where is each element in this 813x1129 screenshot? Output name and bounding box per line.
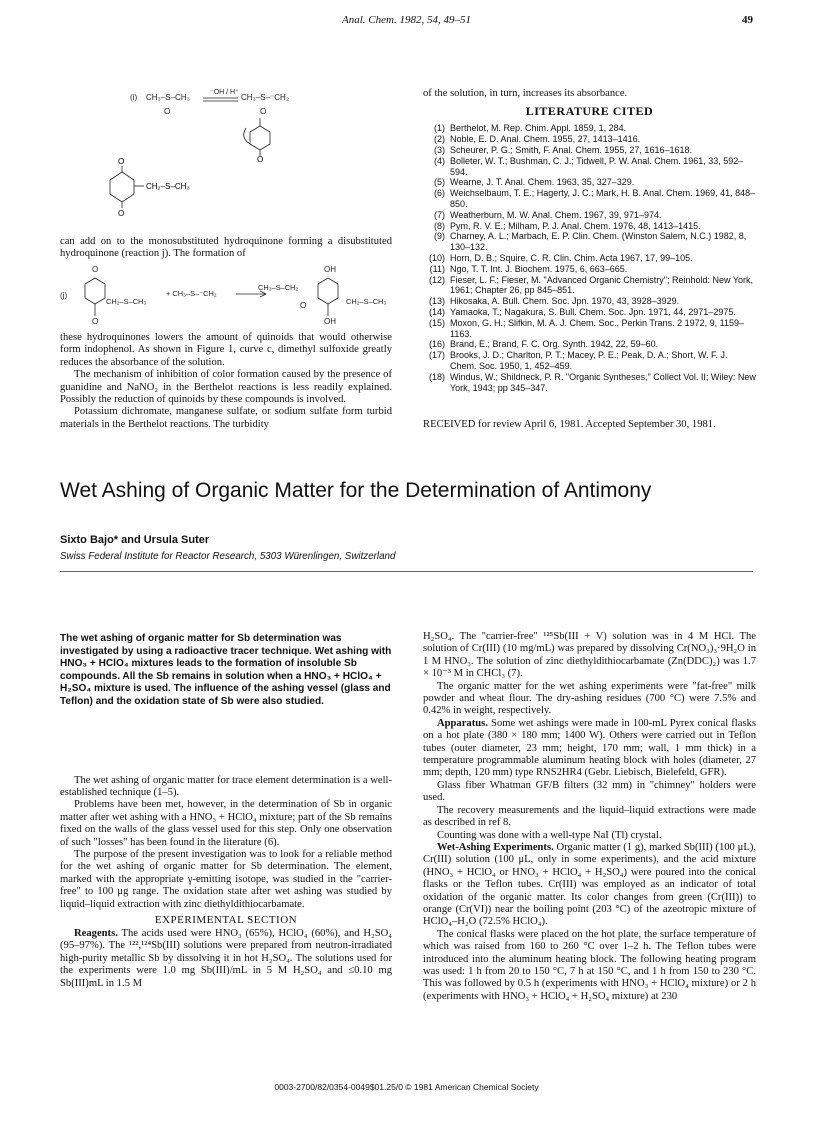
reference-text: Wearne, J. T. Anal. Chem. 1963, 35, 327–329. [450,177,635,188]
left-column-top-1 [60,236,392,261]
scheme-j-left-sub: CH₂–S–CH₃ [106,297,147,306]
reference-number: (13) [428,296,445,307]
reference-item [423,123,756,134]
reference-number: (12) [428,274,445,285]
reference-text: Weatherburn, M. W. Anal. Chem. 1967, 39, 971–974. [450,209,662,220]
reference-text: Ngo, T. T. Int. J. Biochem. 1975, 6, 663–665. [450,263,628,274]
article-title: Wet Ashing of Organic Matter for the Determination of Antimony [60,479,652,502]
paragraph: H₂SO₄. The "carrier-free" ¹²⁵Sb(III + V) solution was in 4 M HCl. The solution of Cr(III) (10 mg/mL) was prepared by dissolving Cr(NO₃)₃·9H₂O in 1 M HNO₃. The solution of zinc diethyldithiocarbamate (Zn(DDC)₂) was 1.7 × 10⁻³ M in CHCl₃ (7). [423,631,756,680]
paragraph: Potassium dichromate, manganese sulfate, or sodium sulfate form turbid materials in the Berthelot reactions. The turbidity [60,406,392,430]
reference-number: (3) [434,145,445,155]
reference-number: (1) [434,123,445,134]
ring-oxygen-top: O [118,157,125,166]
paragraph-text: Some wet ashings were made in 100-mL Pyrex conical flasks on a hot plate (380 × 180 mm; 1400 W). Others were carried out in Teflon tubes (outer diameter, 23 mm; height, 170 mm; wall, 1 mm thick) in a temperature programmable aluminum heating block with holes (diameter, 27 mm; depth, 120 mm) type RNS2HR4 (Gebr. Liebisch, Bielefeld, GFR). [423,717,756,779]
reference-number: (6) [434,188,445,199]
reference-number: (16) [428,339,445,350]
reference-number: (15) [428,317,445,328]
reference-text: Berthelot, M. Rep. Chim. Appl. 1859, 1, 284. [450,123,627,134]
literature-cited-heading: LITERATURE CITED [525,104,654,119]
reference-text: Brooks, J. D.; Charlton, P. T.; Macey, P. E.; Peak, D. A.; Short, W. F. J. Chem. Soc. 1950, 1, 452–459. [450,350,728,371]
copyright-footer: 0003-2700/82/0354-0049$01.25/0 © 1981 American Chemical Society [274,1082,539,1092]
paragraph-text: The acids used were HNO₃ (65%), HClO₄ (60%), and H₂SO₄ (95–97%). The ¹²²,¹²⁴Sb(III) solutions were prepared from neutron-irradiated high-purity metallic Sb by dissolving it in hot H₂SO₄. The solutions used for the experiments were 1.0 mg Sb(III)/mL in 5 M H₂SO₄ and ≤0.10 mg Sb(III)mL in 1.5 M [60,928,392,989]
reference-text: Pym, R. V. E.; Milham, P. J. Anal. Chem. 1976, 48, 1413–1415. [450,220,701,231]
abstract: The wet ashing of organic matter for Sb determination was investigated by using a radioactive tracer technique. Wet ashing with HNO₃ + HClO₄ mixtures leads to the formation of insoluble Sb compounds. All the Sb remains in solution when a HNO₃ + HClO₄ + H₂SO₄ mixture is used. The influence of the ashing vessel (glass and Teflon) and the oxidation state of Sb were also studied. [60,633,392,707]
reference-text: Yamaoka, T.; Nagakura, S. Bull. Chem. Soc. Jpn. 1971, 44, 2971–2975. [450,306,736,317]
paragraph-text: Organic matter (1 g), marked Sb(III) (100 μL), Cr(III) solution (100 μL, only in some experiments), and the acid mixture (HNO₃ + HClO₄ or HNO₃ + HClO₄ + H₂SO₄) were poured into the conical flasks or the Teflon tubes. Cr(III) was employed as an indicator of total oxidation of the organic matter. Its color changes from green (Cr(III)) to orange (Cr(VI)) near the boiling point (203 °C) of the azeotropic mixture of HClO₄–H₂O (72.5% HClO₄). [423,841,757,928]
reference-item [423,275,756,297]
paragraph: The wet ashing of organic matter for trace element determination is a well-established technique (1–5). [60,774,392,798]
paragraph-apparatus [423,718,756,780]
reference-item [423,210,756,221]
scheme-j-o-top: O [92,265,99,274]
reference-number: (14) [428,306,445,317]
reference-item [423,188,756,210]
reference-text: Horn, D. B.; Squire, C. R. Clin. Chim. Acta 1967, 17, 99–105. [450,252,693,263]
reaction-scheme-j [60,264,392,328]
scheme-j-right-sub: CH₂–S–CH₃ [346,297,387,306]
reference-number: (18) [428,371,445,382]
scheme-j-reagent: + CH₃–S–⁻CH₂ [166,289,217,298]
right-column-top [423,88,756,432]
quinone-oxygen: O [257,155,264,164]
reference-text: Scheurer, P. G.; Smith, F. Anal. Chem. 1955, 27, 1616–1618. [450,145,692,155]
scheme-j-right-top: CH₃–S–CH₂ [258,283,299,292]
reference-number: (11) [429,263,445,274]
reference-item [423,339,756,350]
scheme-i-oxygen-left: O [164,107,171,116]
reference-item [423,296,756,307]
page-number: 49 [742,14,753,26]
paragraph-wet-ashing [423,842,756,929]
scheme-j-o-bottom: O [92,317,99,326]
run-in-heading: Apparatus. [437,717,488,729]
scheme-i-oxygen-right: O [260,107,267,116]
scheme-j-label: (j) [60,291,68,300]
article-authors: Sixto Bajo* and Ursula Suter [60,534,210,546]
left-column-top-2 [60,332,392,431]
ring-oxygen-bottom: O [118,209,125,218]
scheme-i-arrow-label: ⁻OH / H⁺ [210,89,239,96]
reference-number: (7) [434,209,445,220]
reference-number: (5) [434,177,445,188]
scheme-j-oh-top: OH [324,265,336,274]
journal-citation: Anal. Chem. 1982, 54, 49–51 [342,14,471,26]
reference-text: Hikosaka, A. Bull. Chem. Soc. Jpn. 1970, 43, 3928–3929. [450,296,680,307]
reference-number: (17) [428,350,445,361]
paragraph: The mechanism of inhibition of color formation caused by the presence of guanidine and NaNO₂ in the Berthelot reactions is less readily explained. Possibly the reduction of quinoids by these compounds is involved. [60,369,392,406]
title-divider [60,571,753,572]
reference-number: (2) [434,134,445,145]
paragraph: Problems have been met, however, in the determination of Sb in organic matter after wet ashing with a HNO₃ + HClO₄ mixture; part of the Sb remains fixed on the walls of the glass vessel used for this step. Only one observation of such "losses" has been found in the literature (6). [60,799,392,848]
scheme-i-product: CH₃–S–⁻CH₂ [241,93,289,102]
reference-number: (8) [434,220,445,231]
reference-item [423,231,756,253]
reference-item [423,145,756,156]
right-column-bottom [423,631,756,1003]
reference-number: (10) [428,252,445,263]
paragraph: The recovery measurements and the liquid–liquid extractions were made as described in ref 8. [423,804,756,829]
paragraph: Counting was done with a well-type NaI (Tl) crystal. [437,829,662,841]
reference-text: Windus, W.; Shildneck, P. R. "Organic Syntheses," Collect Vol. II; Wiley: New York, 1943; pp 345–347. [450,371,756,393]
reference-item [423,221,756,232]
substituted-ring [110,166,144,208]
quinone-ring-top [244,118,270,156]
paragraph: The conical flasks were placed on the hot plate, the surface temperature of which was raised from 160 to 260 °C over 1–2 h. The Teflon tubes were introduced into the aluminum heating block. The following heating program was used: 1 h from 20 to 150 °C, 7 h at 150 °C, and 1 h from 150 to 230 °C. This was followed by 0.5 h (experiments with HNO₃ + HClO₄ mixture) or 2 h (experiments with HNO₃ + HClO₄ + H₂SO₄ mixture) at 230 [423,928,756,1002]
reference-text: Weichselbaum, T. E.; Hagerty, J. C.; Mark, H. B. Anal. Chem. 1969, 41, 848–850. [450,188,756,209]
reference-item [423,177,756,188]
paragraph: these hydroquinones lowers the amount of quinoids that would otherwise form indophenol. As shown in Figure 1, curve c, dimethyl sulfoxide greatly reduces the absorbance of the solution. [60,332,392,368]
received-note: RECEIVED for review April 6, 1981. Accepted September 30, 1981. [423,419,716,431]
scheme-i-reactant: CH₃–S–CH₃ [146,93,190,102]
article-affiliation: Swiss Federal Institute for Reactor Research, 5303 Würenlingen, Switzerland [60,551,396,562]
reference-number: (4) [434,155,445,166]
reference-text: Charney, A. L.; Marbach, E. P. Clin. Chem. (Winston Salem, N.C.) 1982, 8, 130–132. [450,231,747,253]
scheme-j-o-mid: O [300,301,307,310]
reference-item [423,350,756,372]
reference-item [423,372,756,394]
reference-text: Moxon, G. H.; Slifkin, M. A. J. Chem. Soc., Perkin Trans. 2 1972, 9, 1159–1163. [450,317,744,339]
reference-text: Bolleter, W. T.; Bushman, C. J.; Tidwell, P. W. Anal. Chem. 1961, 33, 592–594. [450,155,744,177]
paragraph-reagents [60,928,392,990]
reference-item [423,318,756,340]
scheme-j-oh-bottom: OH [324,317,336,326]
run-in-heading: Wet-Ashing Experiments. [437,841,554,853]
reference-item [423,264,756,275]
reference-item [423,253,756,264]
paragraph: of the solution, in turn, increases its absorbance. [423,88,628,99]
run-in-heading: Reagents. [74,928,118,940]
left-column-bottom [60,633,392,990]
reference-number: (9) [434,231,445,242]
scheme-j-ring-left [85,278,105,304]
paragraph: can add on to the monosubstituted hydroquinone forming a disubstituted hydroquinone (reaction j). The formation of [60,236,392,260]
paragraph: Glass fiber Whatman GF/B filters (32 mm) in "chimney" holders were used. [423,779,756,804]
section-heading: EXPERIMENTAL SECTION [154,914,298,927]
reference-item [423,307,756,318]
reference-item [423,156,756,178]
reference-text: Noble, E. D. Anal. Chem. 1955, 27, 1413–1416. [450,134,641,145]
scheme-j-ring-right [318,278,338,304]
scheme-i-label: (i) [130,93,138,102]
reference-text: Brand, E.; Brand, F. C. Org. Synth. 1942, 22, 59–60. [450,339,659,350]
paragraph: The organic matter for the wet ashing experiments were "fat-free" milk powder and wheat flour. The dry-ashing residues (700 °C) were 7.5% and 0.42% in weight, respectively. [423,680,756,717]
reaction-scheme-figure [60,88,392,238]
reference-list [423,123,756,393]
paragraph: The purpose of the present investigation was to look for a reliable method for the wet ashing of organic matter for Sb determination. The element, marked with the appropriate γ-emitting isotope, was studied in the "carrier-free" to 100 μg range. The oxidation state after wet ashing was studied by liquid–liquid extraction with zinc diethyldithiocarbamate. [60,849,392,910]
reference-text: Fieser, L. F.; Fieser, M. "Advanced Organic Chemistry"; Reinhold: New York, 1961; Chapter 26, pp 845–851. [450,274,754,296]
reference-item [423,134,756,145]
ring-substituent: CH₂–S–CH₃ [146,182,190,191]
